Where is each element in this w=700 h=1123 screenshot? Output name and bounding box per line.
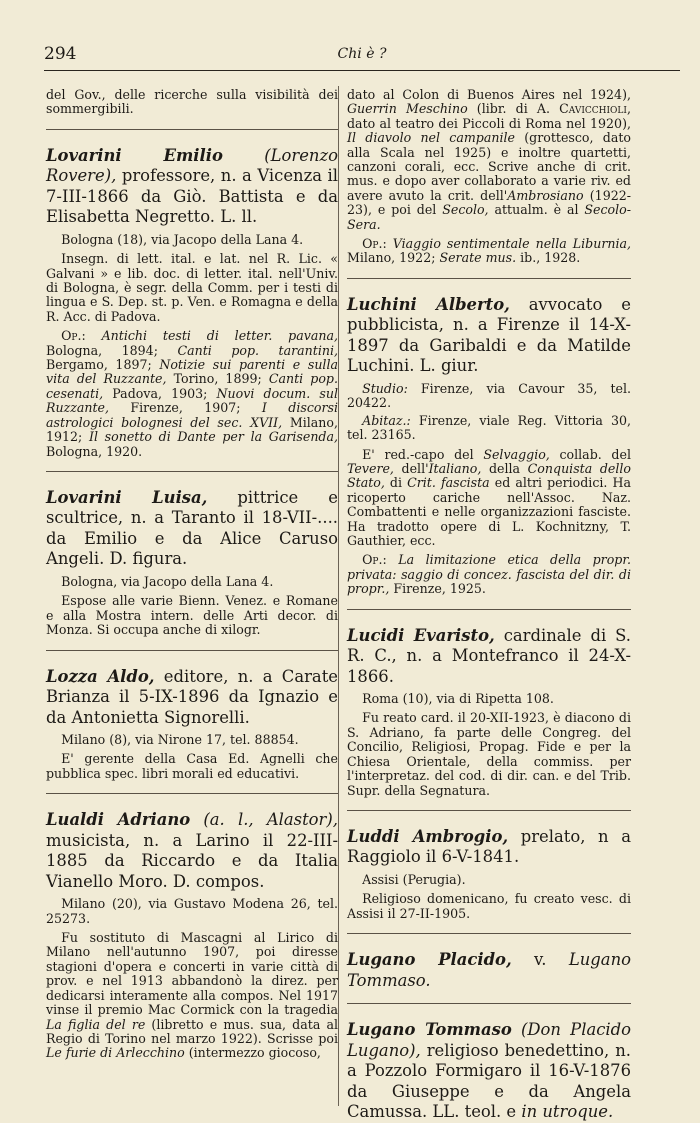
entry-address: Abitaz.: Firenze, viale Reg. Vittoria 30, tel. 23165. [347,412,631,443]
work-title: Canti pop. tarantini, [177,342,338,358]
continuation-text: dato al Colon di Buenos Aires nel 1924), Guerrin Meschino (libr. di A. Cavicchioli, dato al teatro dei Piccoli di Roma nel 1920), Il diavolo nel campanile (grottesco, dato alla Scala nel 1925) e inoltre quartetti, canzoni corali, ecc. Scrive anche di crit. mus. e dopo aver collaborato a varie riv. ed avere avuto la crit. dell'Ambrosiano (1922-23), e poi del Secolo, attualm. è al Secolo-Sera. [347,87,631,232]
entry-address: Bologna (18), via Jacopo della Lana 4. [61,231,304,247]
entry-body: Fu sostituto di Mascagni al Lirico di Milano nell'autunno 1907, poi diresse stagioni d'opera e concerti in varie città di prov. e nel 1913 abbandonò la direz. per dedicarsi interamente alla compos. Nel 1917 vinse il premio Mac Cormick con la tragedia La figlia del re (libretto e mus. sua, data al Regio di Torino nel marzo 1922). Scrisse poi Le furie di Arlecchino (intermezzo giocoso, [46,930,338,1061]
entry-separator [46,129,338,130]
entry-separator [46,793,338,794]
page-number: 294 [44,44,77,64]
entry-head-lugano-placido: Lugano Placido, v. Lugano Tommaso. [347,950,631,990]
entry-address: Studio: Firenze, via Cavour 35, tel. 20422. [347,380,631,411]
entry-separator [46,471,338,472]
entry-head-lugano-tommaso: Lugano Tommaso (Don Placido Lugano), religioso benedettino, n. a Pozzolo Formigaro il 16-V-1876 da Giuseppe e da Angela Camussa. LL. teol. e in utroque. [347,1020,632,1122]
work-info: Milano, 1922; [347,250,440,266]
entry-body: Espose alle varie Bienn. Venez. e Romane e alla Mostra intern. delle Arti decor. di Monza. Si occupa anche di xilogr. [46,593,338,638]
column-divider [338,86,339,1106]
work-info: ib., 1928. [516,250,581,266]
entry-body: E' gerente della Casa Ed. Agnelli che pubblica spec. libri morali ed educativi. [46,751,338,781]
entry-head-lovarini-luisa: Lovarini Luisa, pittrice e scultrice, n. a Taranto il 18-VII-.... da Emilio e da Alice Caruso Angeli. D. figura. [46,487,338,569]
continuation-text: del Gov., delle ricerche sulla visibilità dei sommergibili. [46,87,338,117]
work-info: Firenze, 1925. [389,581,486,597]
work-info: Firenze, 1907; [109,400,262,416]
work-title: I discorsi astrologici bolognesi del sec. XVII, [46,400,338,430]
entry-separator [347,933,631,934]
entry-address: Milano (8), via Nirone 17, tel. 88854. [61,732,299,748]
page-header [44,44,680,70]
right-column [347,88,631,1123]
work-title: Canti pop. cesenati, [46,371,338,401]
entry-separator [46,650,338,651]
work-info: Torino, 1899; [166,371,269,387]
header-rule [44,70,680,71]
entry-separator [347,810,631,811]
entry-body: Insegn. di lett. ital. e lat. nel R. Lic. « Galvani » e lib. doc. di letter. ital. nell'Univ. di Bologna, è segr. della Comm. per i testi di lingua e S. Dep. st. p. Ven. e Romagna e della R. Acc. di Padova. [46,251,338,324]
entry-head-lualdi-adriano: Lualdi Adriano (a. l., Alastor), musicista, n. a Larino il 22-III-1885 da Riccardo e da Italia Vianello Moro. D. compos. [46,810,338,891]
entry-head-luchini-alberto: Luchini Alberto, avvocato e pubblicista, n. a Firenze il 14-X-1897 da Garibaldi e da Matilde Luchini. L. giur. [347,294,631,376]
entry-separator [347,278,631,279]
entry-head-luddi-ambrogio: Luddi Ambrogio, prelato, n a Raggiolo il 6-V-1841. [347,826,631,867]
entry-address: Roma (10), via di Ripetta 108. [362,691,554,707]
entry-body: E' red.-capo del Selvaggio, collab. del Tevere, dell'Italiano, della Conquista dello Stato, di Crit. fascista ed altri periodici. Ha ricoperto cariche nell'Assoc. Naz. Combattenti e nelle organizzazioni fasciste. Ha tradotto opere di L. Kochnitzny, T. Gauthier, ecc. [347,446,631,548]
work-info: Bologna, 1920. [46,443,143,459]
work-title: Notizie sui parenti e sulla vita del Ruzzante, [46,357,338,387]
entry-head-lovarini-emilio: Lovarini Emilio (Lorenzo Rovere), professore, n. a Vicenza il 7-III-1866 da Giò. Battista e da Elisabetta Negretto. L. ll. [46,145,338,227]
work-title: Il sonetto di Dante per la Garisenda, [88,429,338,445]
left-column [46,88,338,1061]
work-info: Bergamo, 1897; [46,357,160,373]
work-title: Nuovi docum. sul Ruzzante, [46,385,338,416]
entry-works: Op.: Viaggio sentimentale nella Liburnia, Milano, 1922; Serate mus. ib., 1928. [347,236,631,266]
work-info: Milano, 1912; [46,414,338,445]
entry-head-lucidi-evaristo: Lucidi Evaristo, cardinale di S. R. C., n. a Montefranco il 24-X-1866. [347,625,631,686]
work-info: Padova, 1903; [103,385,217,401]
entry-separator [347,609,631,610]
entry-body: Fu reato card. il 20-XII-1923, è diacono di S. Adriano, fa parte delle Congreg. del Concilio, Religiosi, Propag. Fide e per la Chiesa Orientale, della commiss. per l'interpretaz. del cod. di dir. can. e del Trib. Supr. della Segnatura. [347,710,631,798]
work-title: Viaggio sentimentale nella Liburnia, [392,236,631,252]
entry-works: Op.: La limitazione etica della propr. privata: saggio di concez. fascista del dir. di propr., Firenze, 1925. [347,552,631,597]
entry-separator [347,1003,631,1004]
entry-address: Milano (20), via Gustavo Modena 26, tel. 25273. [46,896,338,926]
entry-head-lozza-aldo: Lozza Aldo, editore, n. a Carate Brianza il 5-IX-1896 da Ignazio e da Antonietta Signorelli. [46,666,338,727]
entry-address: Bologna, via Jacopo della Lana 4. [61,573,274,589]
work-title: Antichi testi di letter. pavana, [101,328,338,344]
work-info: Bologna, 1894; [46,342,178,358]
entry-works: Op.: Antichi testi di letter. pavana, Bologna, 1894; Canti pop. tarantini, Bergamo, 1897; Notizie sui parenti e sulla vita del Ruzzante, Torino, 1899; Canti pop. cesenati, Padova, 1903; Nuovi docum. sul Ruzzante, Firenze, 1907; I discorsi astrologici bolognesi del sec. XVII, Milano, 1912; Il sonetto di Dante per la Garisenda, Bologna, 1920. [46,328,338,459]
work-title: Serate mus. [439,250,517,266]
entry-body: Religioso domenicano, fu creato vesc. di Assisi il 27-II-1905. [347,891,631,921]
work-title: La limitazione etica della propr. privata: saggio di concez. fascista del dir. di propr., [347,552,631,597]
running-title: Chi è ? [337,46,387,62]
entry-address: Assisi (Perugia). [362,871,466,887]
